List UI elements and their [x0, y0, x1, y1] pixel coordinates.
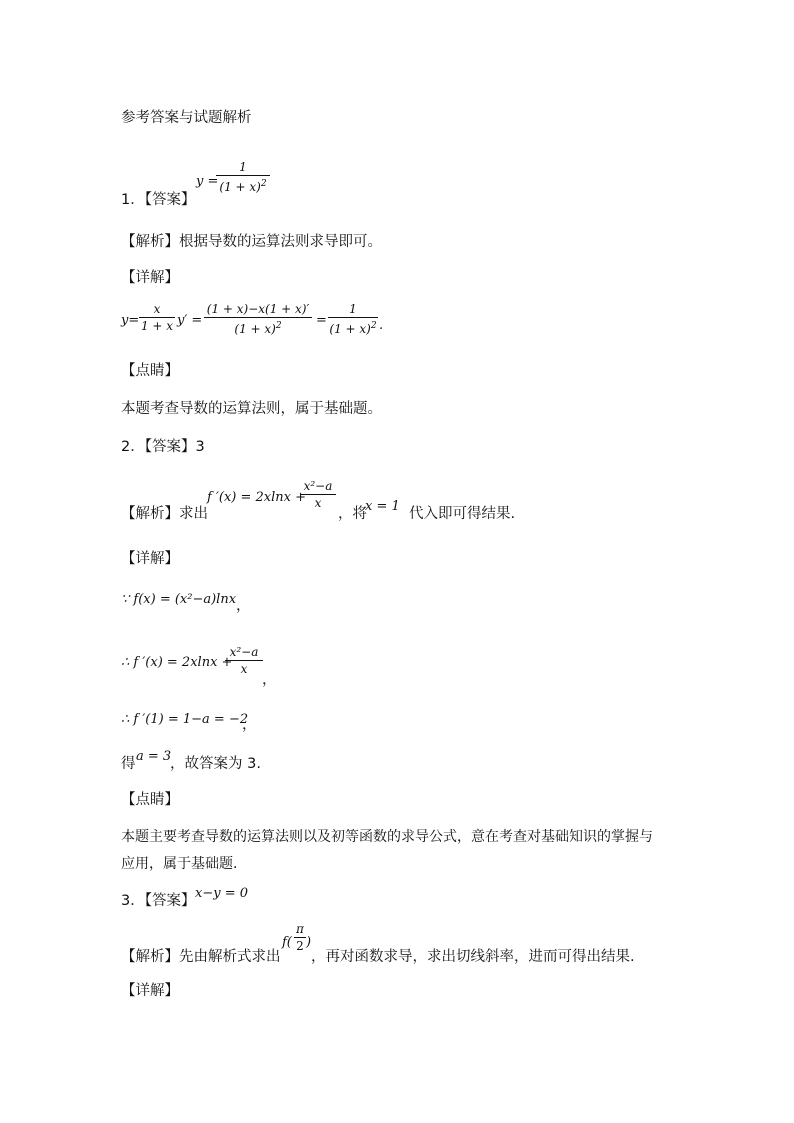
- q2-detail-line-1: ∵ f(x) = (x²−a)lnx: [121, 592, 237, 607]
- q1-detail-f3-exp: 2: [370, 321, 377, 331]
- q1-detail-f2-exp: 2: [275, 321, 282, 331]
- q1-answer-fraction: [216, 160, 270, 194]
- q1-comment: 本题考查导数的运算法则，属于基础题。: [121, 401, 382, 417]
- q3-analysis-fclose: ): [306, 935, 312, 950]
- q2-comment-line-2: 应用，属于基础题.: [121, 856, 238, 872]
- q3-answer-label: 3．【答案】: [121, 893, 196, 909]
- q2-comment-heading: 【点睛】: [121, 792, 179, 808]
- q3-analysis-prefix: 【解析】先由解析式求出: [121, 949, 281, 965]
- q3-analysis-fraction: [294, 922, 306, 953]
- q1-detail-fraction-1: [139, 302, 175, 333]
- q1-comment-heading: 【点睛】: [121, 363, 179, 379]
- q1-answer-label: 1．【答案】: [121, 192, 196, 208]
- q1-answer-numerator: 1: [239, 160, 247, 174]
- q2-detail-l2-num: x²−a: [229, 645, 259, 659]
- q3-analysis-num: π: [296, 922, 304, 936]
- q1-detail-yprime: y′ =: [177, 313, 203, 328]
- q3-analysis-suffix: ，再对函数求导，求出切线斜率，进而可得出结果.: [311, 949, 635, 965]
- q2-detail-line-4-prefix: 得: [121, 756, 136, 772]
- q2-detail-line-4-suffix: ，故答案为 3.: [170, 756, 261, 772]
- q2-detail-line-1-end: ，: [236, 598, 251, 614]
- q1-detail-fraction-2: [204, 302, 312, 336]
- q3-analysis-f: f(: [282, 935, 292, 950]
- q3-answer: x−y = 0: [195, 886, 248, 901]
- q1-detail-equals: =: [316, 313, 327, 328]
- q2-detail-line-2-fraction: [225, 645, 263, 676]
- q2-analysis-suffix: 代入即可得结果.: [409, 506, 516, 522]
- q1-answer-denominator: (1 + x): [219, 180, 261, 194]
- q1-detail-f3-num: 1: [349, 302, 357, 316]
- q2-detail-line-3: ∴ f ′(1) = 1−a = −2: [121, 712, 249, 727]
- q1-detail-f3-den: (1 + x): [329, 322, 371, 336]
- q2-detail-l2-den: x: [240, 662, 248, 676]
- q1-answer-exponent: 2: [260, 179, 267, 189]
- q2-comment-line-1: 本题主要考查导数的运算法则以及初等函数的求导公式，意在考查对基础知识的掌握与: [121, 829, 653, 845]
- q2-answer-label: 2．【答案】3: [121, 439, 205, 455]
- q1-analysis: 【解析】根据导数的运算法则求导即可。: [121, 234, 382, 250]
- page-title: 参考答案与试题解析: [121, 110, 252, 126]
- q1-detail-period: .: [379, 318, 384, 333]
- q2-detail-line-2: ∴ f ′(x) = 2xlnx +: [121, 655, 233, 670]
- q2-detail-heading: 【详解】: [121, 551, 179, 567]
- q2-detail-line-4-math: a = 3: [136, 749, 172, 764]
- q2-analysis-formula: f ′(x) = 2xlnx +: [207, 490, 307, 505]
- q2-analysis-mid: ，将: [338, 506, 367, 522]
- q2-analysis-prefix: 【解析】求出: [121, 506, 208, 522]
- q2-analysis-fraction: [300, 479, 336, 510]
- q2-analysis-den: x: [314, 496, 322, 510]
- q1-detail-f2-den: (1 + x): [234, 322, 276, 336]
- q2-detail-line-2-end: ，: [262, 672, 277, 688]
- q1-detail-fraction-3: [328, 302, 378, 336]
- q2-detail-line-3-end: ，: [242, 717, 257, 733]
- q3-detail-heading: 【详解】: [121, 983, 179, 999]
- q3-analysis-den: 2: [296, 939, 304, 953]
- q1-detail-f1-num: x: [153, 302, 161, 316]
- q1-detail-f1-den: 1 + x: [140, 319, 174, 333]
- q2-analysis-x1: x = 1: [365, 499, 400, 514]
- q1-detail-f2-num: (1 + x)−x(1 + x)′: [206, 302, 310, 316]
- q1-detail-y: y=: [121, 313, 140, 328]
- q2-analysis-num: x²−a: [303, 479, 333, 493]
- q1-detail-heading: 【详解】: [121, 270, 179, 286]
- q1-answer-lhs: y =: [196, 174, 219, 189]
